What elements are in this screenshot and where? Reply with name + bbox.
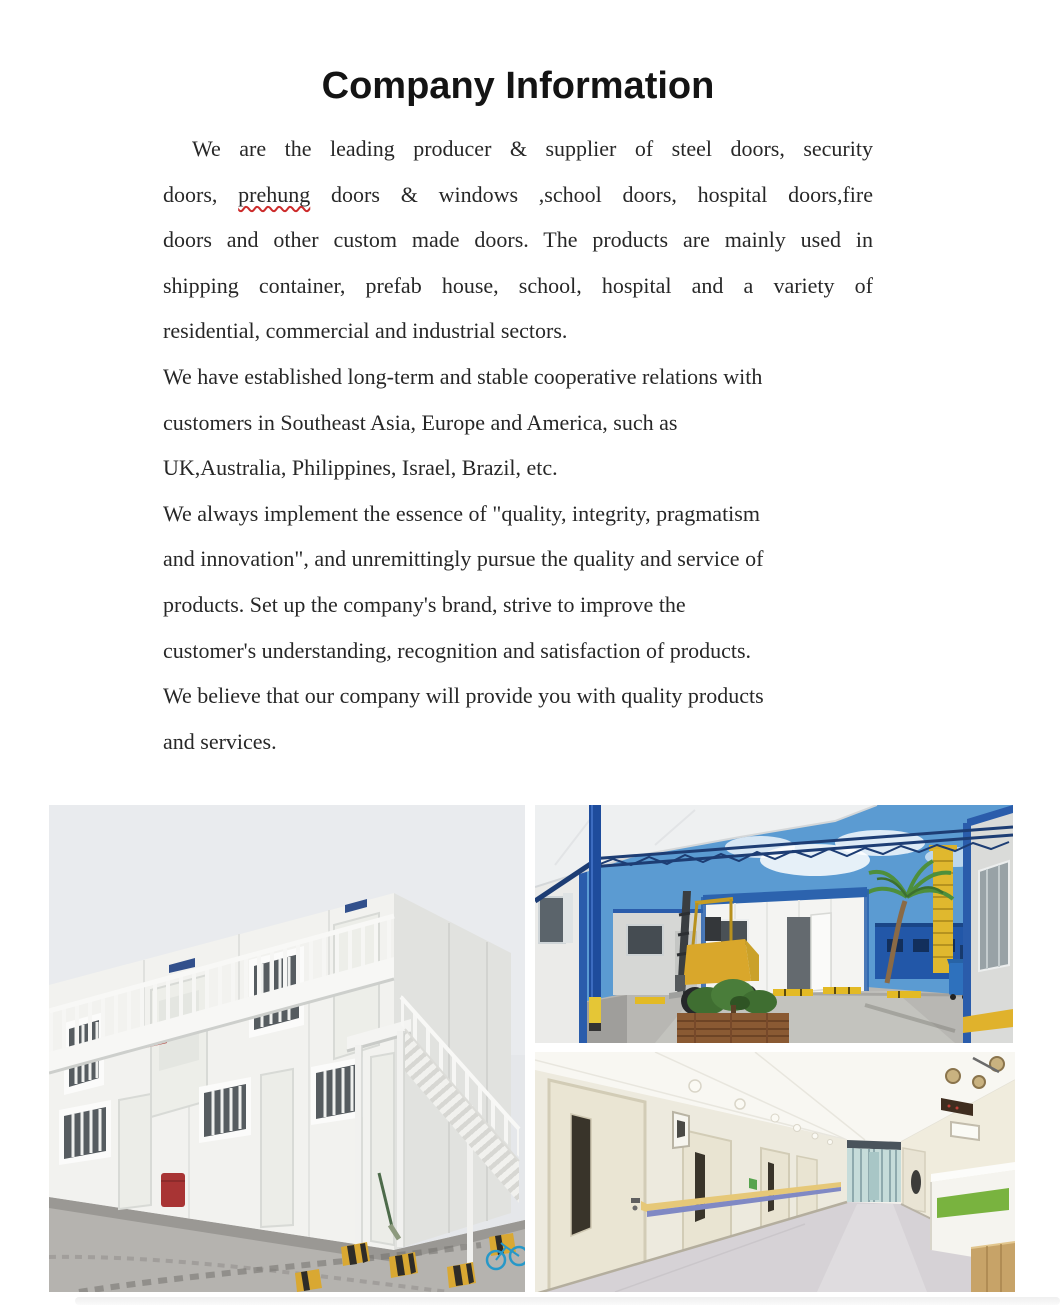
hospital-corridor-illustration: [535, 1052, 1015, 1292]
body-line-segment: doors,: [163, 181, 239, 207]
corridor-end-glass-doors: [847, 1140, 901, 1202]
misspelled-word: prehung: [238, 181, 311, 207]
page-bottom-shadow: [75, 1297, 1060, 1305]
body-line: We have established long-term and stable cooperative relations with: [163, 363, 763, 389]
body-line: customers in Southeast Asia, Europe and America, such as: [163, 409, 678, 435]
container-house-illustration: [49, 805, 525, 1292]
body-line: shipping container, prefab house, school, hospital and a variety of: [163, 272, 873, 298]
forklift-site-illustration: [535, 805, 1013, 1043]
body-line: products. Set up the company's brand, strive to improve the: [163, 591, 686, 617]
body-line: and innovation", and unremittingly pursue the quality and service of: [163, 546, 764, 572]
photo-hospital-corridor: [535, 1052, 1015, 1292]
body-line: customer's understanding, recognition and satisfaction of products.: [163, 637, 752, 663]
body-line: We believe that our company will provide you with quality products: [163, 683, 764, 709]
photo-container-house: [49, 805, 525, 1292]
body-line: residential, commercial and industrial sectors.: [163, 318, 568, 344]
body-line: UK,Australia, Philippines, Israel, Brazil, etc.: [163, 455, 558, 481]
body-line: and services.: [163, 728, 277, 754]
body-line: doors and other custom made doors. The products are mainly used in: [163, 227, 873, 253]
company-description: [163, 126, 873, 764]
right-foreground-cabin: [963, 805, 1013, 1043]
body-line: We always implement the essence of "quality, integrity, pragmatism: [163, 500, 760, 526]
photo-forklift-site: [535, 805, 1013, 1043]
page-title: Company Information: [321, 65, 715, 108]
body-line: [163, 172, 873, 218]
body-line-segment: doors & windows ,school doors, hospital doors,fire: [310, 181, 874, 207]
body-line: We are the leading producer & supplier of steel doors, security: [192, 136, 873, 161]
